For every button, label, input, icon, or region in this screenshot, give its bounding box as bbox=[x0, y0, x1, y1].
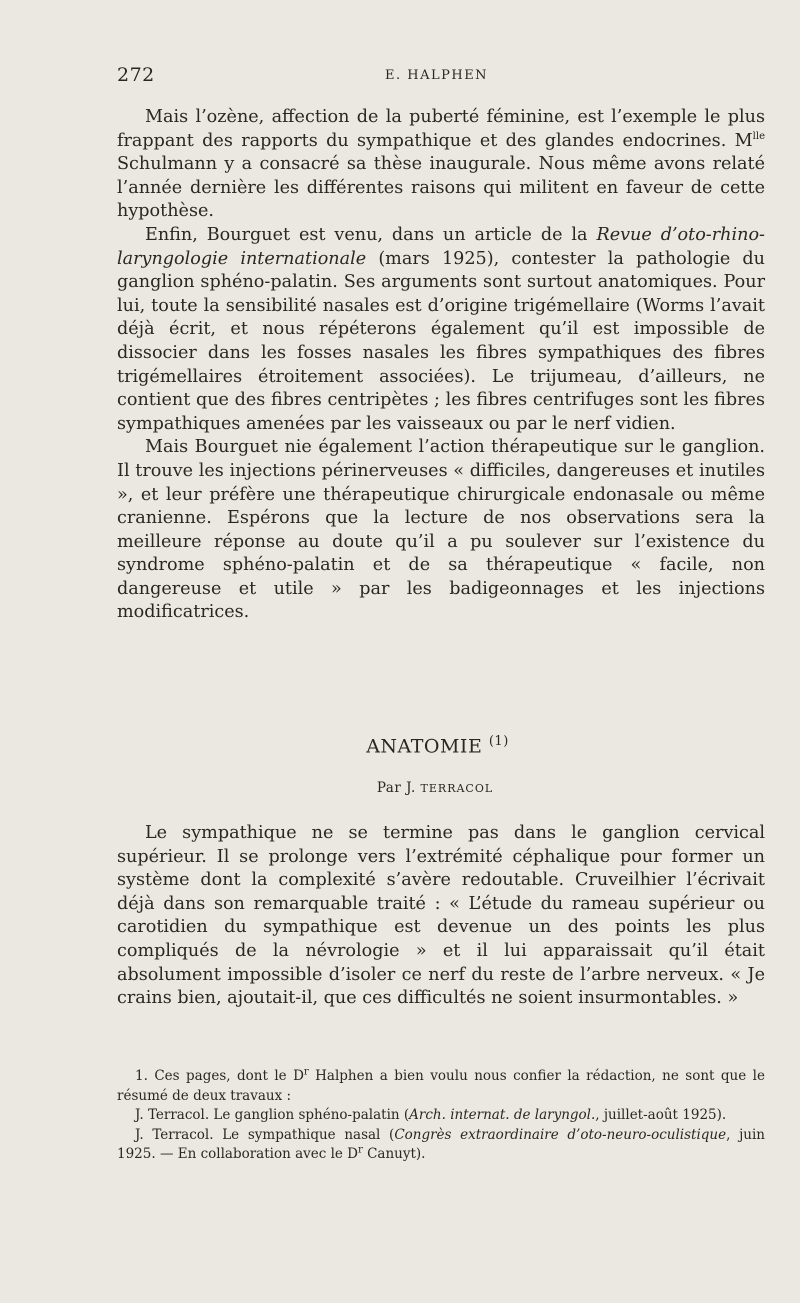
footnote-text: J. Terracol. Le ganglion sphéno-palatin ( bbox=[135, 1107, 410, 1123]
paragraph-therapeutique: Mais Bourguet nie également l’action thérapeutique sur le ganglion. Il trouve les injections périnerveuses « difficiles, dangereuses et inutiles », et leur préfère une thérapeutique chirurgicale endonasale ou même cranienne. Espérons que la lecture de nos observations sera la meilleure réponse au doute qu’il a pu soulever sur l’existence du syndrome sphéno-palatin et de sa thérapeutique « facile, non dangereuse et utile » par les badigeonnages et les injections modificatrices. bbox=[117, 437, 765, 623]
paragraph-text: (mars 1925), contester la pathologie du ganglion sphéno-palatin. Ses arguments sont surtout anatomiques. Pour lui, toute la sensibilité nasales est d’origine trigémellaire (Worms l’avait déjà écrit, et nous répéterons également qu’il est impossible de dissocier dans les fosses nasales les fibres sympathiques des fibres trigémellaires étroitement associées). Le trijumeau, d’ailleurs, ne contient que des fibres centripètes ; les fibres centrifuges sont les fibres sympathiques amenées par les vaisseaux ou par le nerf vidien. bbox=[117, 248, 765, 434]
footnote-text: , juillet-août 1925). bbox=[595, 1107, 727, 1123]
byline-prefix: Par J. bbox=[376, 780, 416, 796]
footnote-congress: Congrès extraordinaire d’oto-neuro-oculistique bbox=[394, 1126, 727, 1143]
superscript: r bbox=[358, 1144, 363, 1156]
footnote-1 bbox=[117, 1067, 765, 1106]
paragraph-bourguet bbox=[117, 224, 765, 436]
section-title-text: ANATOMIE bbox=[366, 735, 483, 758]
footnote-text: , juin 1925. — En collaboration avec le D bbox=[117, 1126, 765, 1162]
footnote-text: Halphen a bien voulu nous confier la rédaction, ne sont que le résumé de deux travaux : bbox=[117, 1068, 765, 1104]
byline-author: TERRACOL bbox=[420, 782, 494, 795]
footnote-text: J. Terracol. Le sympathique nasal ( bbox=[135, 1126, 395, 1143]
superscript: lle bbox=[752, 130, 765, 142]
paragraph-ozene bbox=[117, 106, 765, 224]
footnote-3 bbox=[117, 1126, 765, 1165]
byline bbox=[0, 780, 800, 796]
superscript: r bbox=[303, 1066, 309, 1078]
paragraph-text: Mais l’ozène, affection de la puberté féminine, est l’exemple le plus frappant des rapports du sympathique et des glandes endocrines. M bbox=[117, 107, 765, 151]
footnote-text: Canuyt). bbox=[362, 1146, 426, 1162]
page-number: 272 bbox=[117, 64, 155, 86]
footnotes bbox=[117, 1067, 765, 1165]
running-head: E. HALPHEN bbox=[385, 68, 489, 83]
footnote-journal: Arch. internat. de laryngol. bbox=[409, 1107, 596, 1123]
paragraph-text: Schulmann y a consacré sa thèse inaugurale. Nous même avons relaté l’année dernière les différentes raisons qui militent en faveur de cette hypothèse. bbox=[117, 154, 765, 222]
page-header bbox=[117, 64, 762, 92]
journal-title: Revue d’oto-rhino-laryngologie internationale bbox=[117, 224, 765, 269]
section-title bbox=[0, 734, 800, 757]
footnote-ref: (1) bbox=[488, 734, 509, 749]
footnote-text: 1. Ces pages, dont le D bbox=[135, 1068, 304, 1084]
body-text bbox=[117, 106, 765, 625]
section-body bbox=[117, 822, 765, 1011]
paragraph-text: Enfin, Bourguet est venu, dans un article de la bbox=[145, 224, 597, 245]
paragraph-sympathique: Le sympathique ne se termine pas dans le ganglion cervical supérieur. Il se prolonge vers l’extrémité céphalique pour former un système dont la complexité s’avère redoutable. Cruveilhier l’écrivait déjà dans son remarquable traité : « L’étude du rameau supérieur ou carotidien du sympathique est devenue un des points les plus compliqués de la névrologie » et il lui apparaissait qu’il était absolument impossible d’isoler ce nerf du reste de l’arbre nerveux. « Je crains bien, ajoutait-il, que ces difficultés ne soient insurmontables. » bbox=[117, 823, 765, 1009]
footnote-2 bbox=[117, 1106, 765, 1126]
